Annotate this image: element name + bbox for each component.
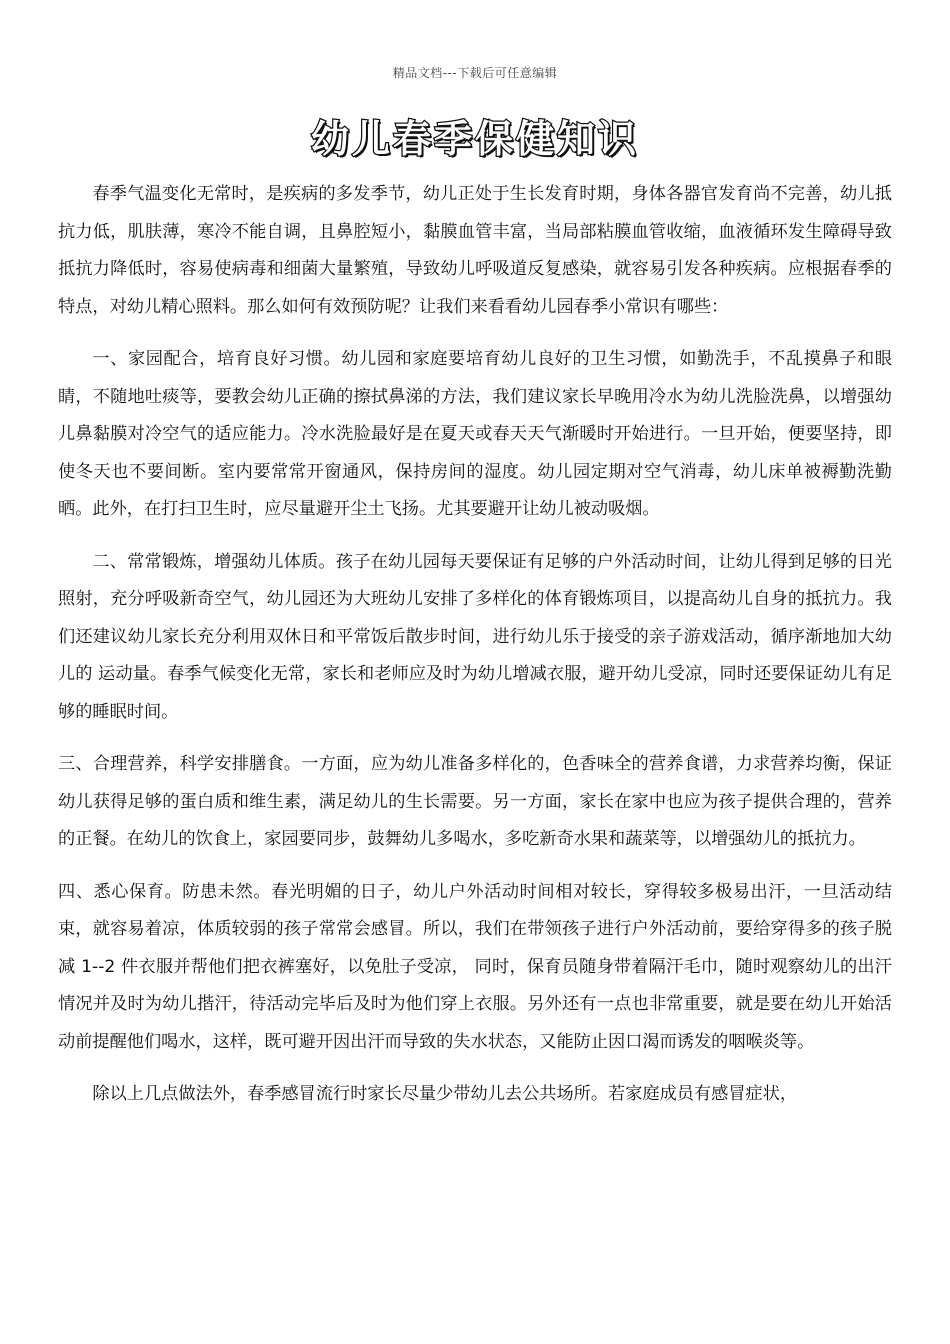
header-note: 精品文档---下载后可任意编辑 (392, 66, 558, 80)
paragraph-closing: 除以上几点做法外，春季感冒流行时家长尽量少带幼儿去公共场所。若家庭成员有感冒症状， (92, 1084, 798, 1104)
paragraph-section-1: 一、家园配合，培育良好习惯。幼儿园和家庭要培育幼儿良好的卫生习惯，如勤洗手，不乱摸鼻子和眼睛，不随地吐痰等，要教会幼儿正确的擦拭鼻涕的方法，我们建议家长早晚用冷水为幼儿洗脸洗鼻，以增强幼儿鼻黏膜对冷空气的适应能力。冷水洗脸最好是在夏天或春天天气渐暖时开始进行。一旦开始，便要坚持，即使冬天也不要间断。室内要常常开窗通风，保持房间的湿度。幼儿园定期对空气消毒，幼儿床单被褥勤洗勤晒。此外，在打扫卫生时，应尽量避开尘土飞扬。尤其要避开让幼儿被动吸烟。 (58, 349, 892, 519)
paragraph-intro: 春季气温变化无常时，是疾病的多发季节，幼儿正处于生长发育时期，身体各器官发育尚不完善，幼儿抵抗力低，肌肤薄，寒冷不能自调，且鼻腔短小，黏膜血管丰富，当局部粘膜血管收缩，血液循环发生障碍导致抵抗力降低时，容易使病毒和细菌大量繁殖，导致幼儿呼吸道反复感染，就容易引发各种疾病。应根据春季的特点，对幼儿精心照料。那么如何有效预防呢？让我们来看看幼儿园春季小常识有哪些： (58, 184, 892, 317)
paragraph-section-3: 三、合理营养，科学安排膳食。一方面，应为幼儿准备多样化的，色香味全的营养食谱，力求营养均衡，保证幼儿获得足够的蛋白质和维生素，满足幼儿的生长需要。另一方面，家长在家中也应为孩子提供合理的，营养的正餐。在幼儿的饮食上，家园要同步，鼓舞幼儿多喝水，多吃新奇水果和蔬菜等，以增强幼儿的抵抗力。 (58, 754, 892, 849)
document-body (58, 176, 892, 1129)
paragraph-section-4: 四、悉心保育。防患未然。春光明媚的日子，幼儿户外活动时间相对较长，穿得较多极易出汗，一旦活动结束，就容易着凉，体质较弱的孩子常常会感冒。所以，我们在带领孩子进行户外活动前，要给穿得多的孩子脱减 1--2 件衣服并帮他们把衣裤塞好，以免肚子受凉， 同时，保育员随身带着隔汗毛巾，随时观察幼儿的出汗情况并及时为幼儿揩汗，待活动完毕后及时为他们穿上衣服。另外还有一点也非常重要，就是要在幼儿开始活动前提醒他们喝水，这样，既可避开因出汗而导致的失水状态，又能防止因口渴而诱发的咽喉炎等。 (58, 881, 892, 1052)
document-title: 幼儿春季保健知识 (310, 117, 639, 161)
paragraph-section-2: 二、常常锻炼，增强幼儿体质。孩子在幼儿园每天要保证有足够的户外活动时间，让幼儿得到足够的日光照射，充分呼吸新奇空气，幼儿园还为大班幼儿安排了多样化的体育锻炼项目，以提高幼儿自身的抵抗力。我们还建议幼儿家长充分利用双休日和平常饭后散步时间，进行幼儿乐于接受的亲子游戏活动，循序渐地加大幼儿的 运动量。春季气候变化无常，家长和老师应及时为幼儿增减衣服，避开幼儿受凉，同时还要保证幼儿有足够的睡眠时间。 (58, 551, 892, 722)
